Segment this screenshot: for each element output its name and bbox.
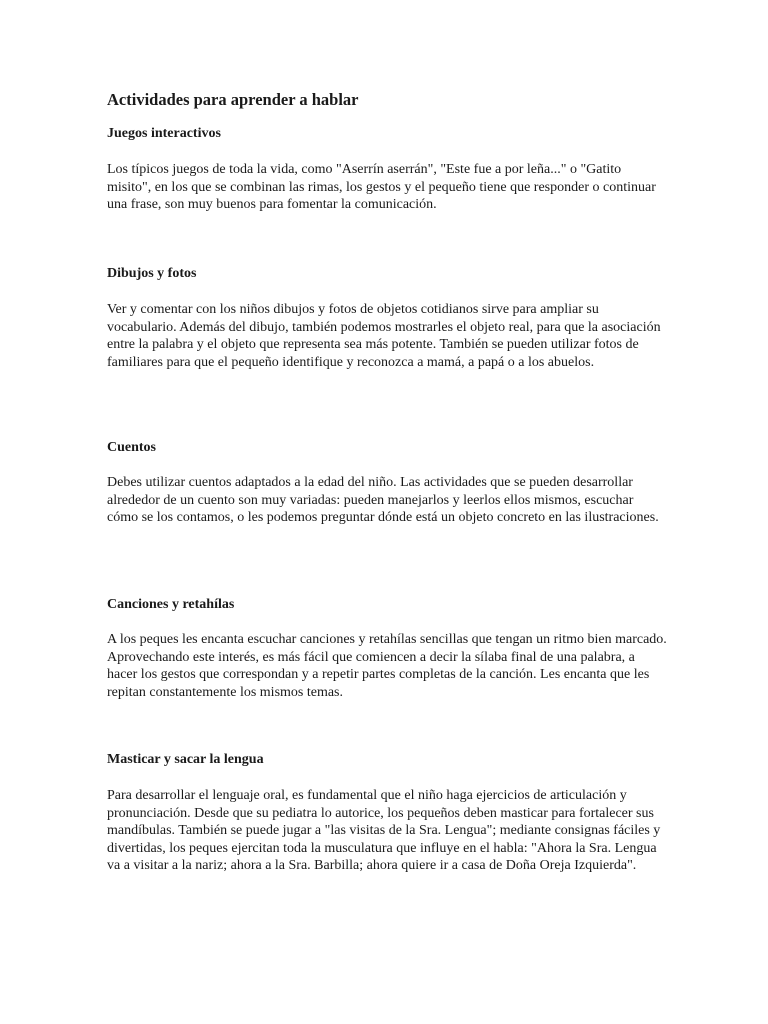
section-paragraph-canciones-y-retahilas: A los peques les encanta escuchar canciones y retahílas sencillas que tengan un ritmo bien marcado. Aprovechando este interés, es más fácil que comiencen a decir la sílaba final de una palabra, a hacer los gestos que correspondan y a repetir partes completas de la canción. Les encanta que les repitan constantemente los mismos temas. [107,632,667,700]
section-paragraph-cuentos: Debes utilizar cuentos adaptados a la edad del niño. Las actividades que se pueden desarrollar alrededor de un cuento son muy variadas: pueden manejarlos y leerlos ellos mismos, escuchar cómo se los contamos, o les podemos preguntar dónde está un objeto concreto en las ilustraciones. [107,475,659,525]
section-heading-dibujos-y-fotos: Dibujos y fotos [107,266,197,281]
section-heading-masticar-y-sacar-la-lengua: Masticar y sacar la lengua [107,752,264,767]
section-heading-canciones-y-retahilas: Canciones y retahílas [107,597,235,612]
section-paragraph-masticar-y-sacar-la-lengua: Para desarrollar el lenguaje oral, es fundamental que el niño haga ejercicios de articulación y pronunciación. Desde que su pediatra lo autorice, los pequeños deben masticar para fortalecer sus mandíbulas. También se puede jugar a "las visitas de la Sra. Lengua"; mediante consignas fáciles y divertidas, los peques ejercitan toda la musculatura que influye en el habla: "Ahora la Sra. Lengua va a visitar a la nariz; ahora a la Sra. Barbilla; ahora quiere ir a casa de Doña Oreja Izquierda". [107,788,661,873]
section-paragraph-juegos-interactivos: Los típicos juegos de toda la vida, como "Aserrín aserrán", "Este fue a por leña..." o "Gatito misito", en los que se combinan las rimas, los gestos y el pequeño tiene que responder o continuar una frase, son muy buenos para fomentar la comunicación. [107,162,656,212]
section-heading-juegos-interactivos: Juegos interactivos [107,126,221,141]
section-heading-cuentos: Cuentos [107,440,157,455]
section-paragraph-dibujos-y-fotos: Ver y comentar con los niños dibujos y fotos de objetos cotidianos sirve para ampliar su vocabulario. Además del dibujo, también podemos mostrarles el objeto real, para que la asociación entre la palabra y el objeto que representa sea más potente. También se pueden utilizar fotos de familiares para que el pequeño identifique y reconozca a mamá, a papá o a los abuelos. [107,302,661,370]
page-title: Actividades para aprender a hablar [107,90,359,109]
